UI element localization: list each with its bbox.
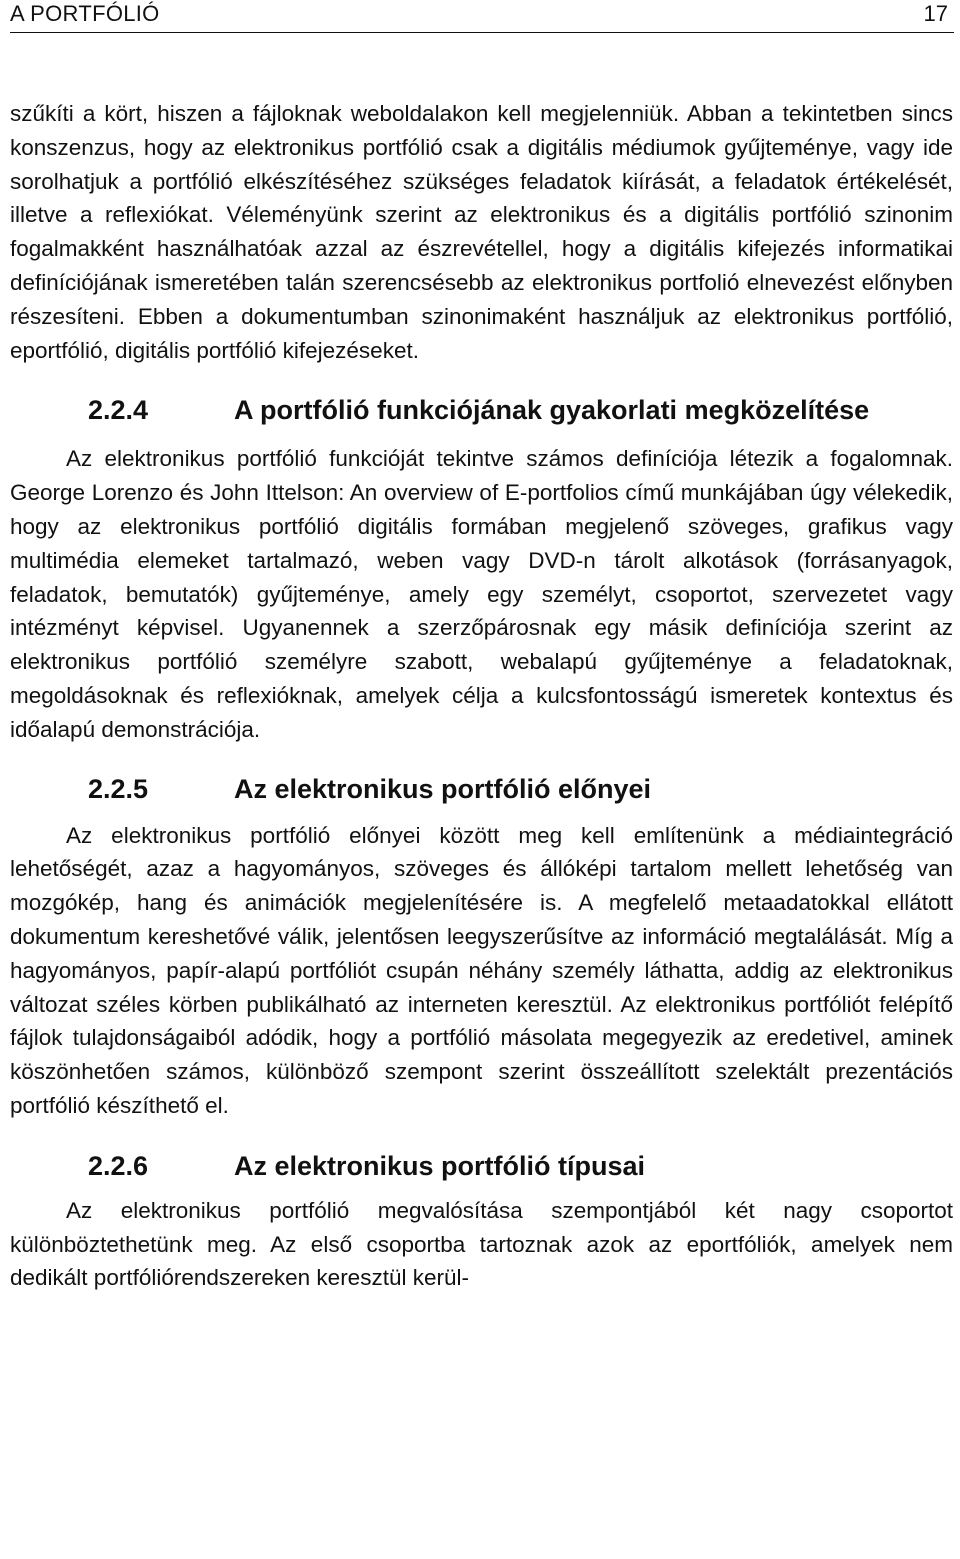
section-title: Az elektronikus portfólió típusai	[234, 1150, 646, 1181]
section-heading-2-2-5	[10, 772, 953, 807]
section-title: Az elektronikus portfólió előnyei	[234, 773, 652, 804]
intro-paragraph: szűkíti a kört, hiszen a fájloknak weboldalakon kell megjelenniük. Abban a tekintetben sincs konszenzus, hogy az elektronikus portfólió csak a digitális médiumok gyűjteménye, vagy ide sorolhatjuk a portfólió elkészítéséhez szükséges feladatok kiírását, a feladatok értékelését, illetve a reflexiókat. Véleményünk szerint az elektronikus és a digitális portfólió szinonim fogalmakként használhatóak azzal az észrevétellel, hogy a digitális kifejezés informatikai definíciójának ismeretében talán szerencsésebb az elektronikus portfolió elnevezést előnyben részesíteni. Ebben a dokumentumban szinonimaként használjuk az elektronikus portfólió, eportfólió, digitális portfólió kifejezéseket.	[10, 101, 953, 363]
section-heading-2-2-6	[10, 1149, 953, 1184]
section-number: 2.2.6	[88, 1150, 149, 1181]
section-number: 2.2.5	[88, 773, 149, 804]
section-number: 2.2.4	[88, 395, 149, 426]
page-body	[10, 97, 953, 1295]
section-paragraph: Az elektronikus portfólió megvalósítása szempontjából két nagy csoportot különböztethetünk meg. Az első csoportba tartoznak azok az eportfóliók, amelyek nem dedikált portfóliórendszereken keresztül kerül-	[10, 1197, 953, 1291]
section-paragraph: Az elektronikus portfólió funkcióját tekintve számos definíciója létezik a fogalomnak. George Lorenzo és John Ittelson: An overview of E-portfolios című munkájában úgy vélekedik, hogy az elektronikus portfólió digitális formában megjelenő szöveges, grafikus vagy multimédia elemeket tartalmazó, weben vagy DVD-n tárolt alkotások (forrásanyagok, feladatok, bemutatók) gyűjteménye, amely egy személyt, csoportot, szervezetet vagy intézményt képvisel. Ugyanennek a szerzőpárosnak egy másik definíciója szerint az elektronikus portfólió személyre szabott, webalapú gyűjteménye a feladatoknak, megoldásoknak és reflexióknak, amelyek célja a kulcsfontosságú ismeretek kontextus és időalapú demonstrációja.	[10, 446, 953, 742]
running-title: A PORTFÓLIÓ	[10, 1, 160, 26]
section-paragraph: Az elektronikus portfólió előnyei között meg kell említenünk a médiaintegráció lehetőségét, azaz a hagyományos, szöveges és állóképi tartalom mellett lehetőség van mozgókép, hang és animációk megjelenítésére is. A megfelelő metaadatokkal ellátott dokumentum kereshetővé válik, jelentősen leegyszerűsítve az információ megtalálását. Míg a hagyományos, papír-alapú portfóliót csupán néhány személy láthatta, addig az elektronikus változat széles körben publikálható az interneten keresztül. Az elektronikus portfóliót felépítő fájlok tulajdonságaiból adódik, hogy a portfólió másolata megegyezik az eredetivel, aminek köszönhetően számos, különböző szempont szerint összeállított szelektált prezentációs portfólió készíthető el.	[10, 822, 953, 1118]
page-number: 17	[923, 1, 948, 26]
section-title: A portfólió funkciójának gyakorlati megközelítése	[234, 395, 870, 426]
section-heading-2-2-4	[10, 393, 953, 428]
page-header	[10, 0, 954, 33]
